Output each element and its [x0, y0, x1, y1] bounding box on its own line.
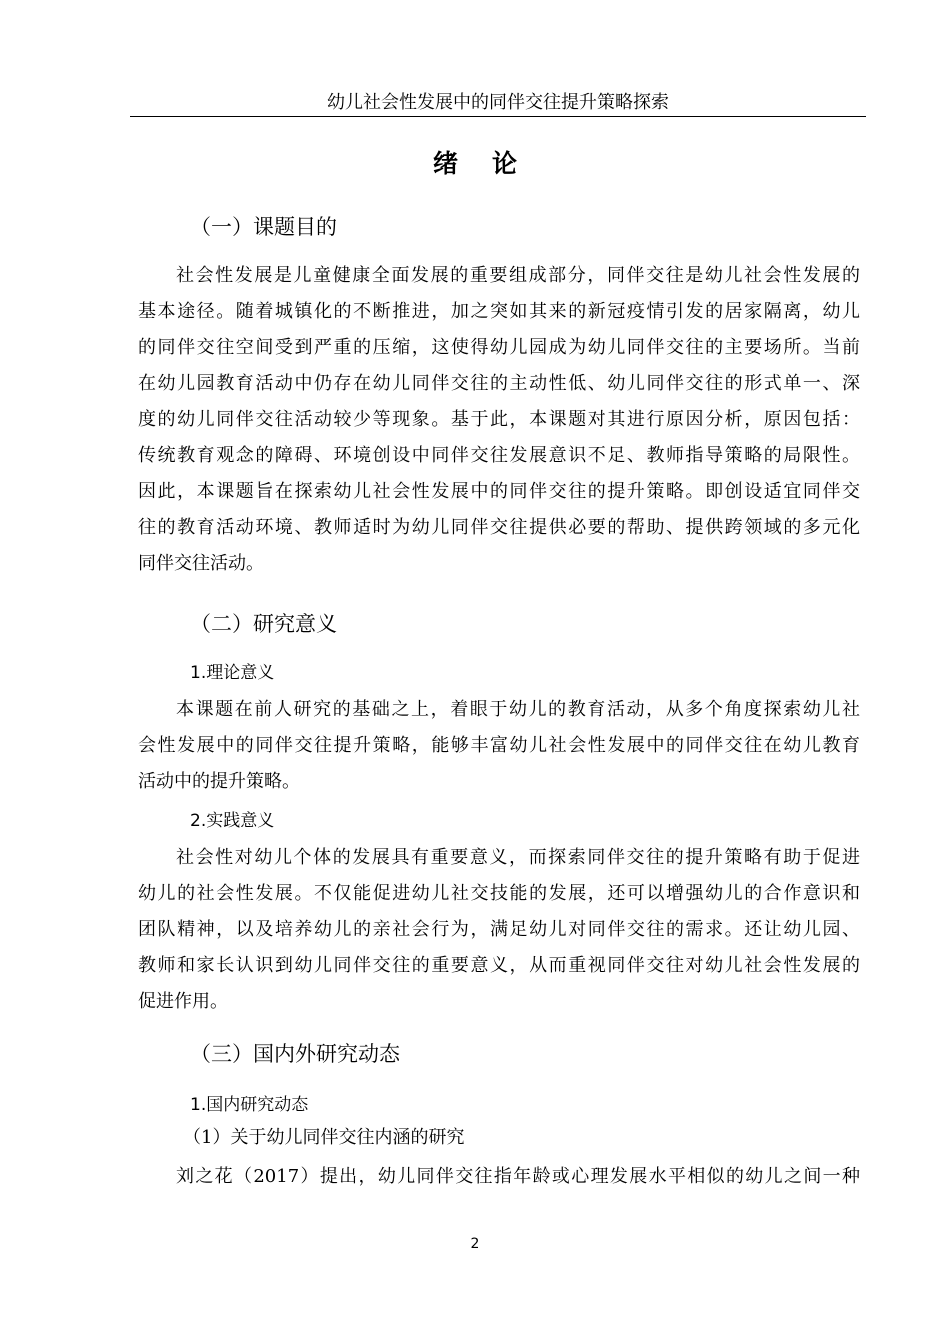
paragraph-purpose [138, 258, 860, 582]
list-item-heading: （1）关于幼儿同伴交往内涵的研究 [183, 1127, 465, 1148]
section-heading-purpose: （一）课题目的 [190, 215, 337, 239]
paragraph-line: 教师和家长认识到幼儿同伴交往的重要意义，从而重视同伴交往对幼儿社会性发展的 [138, 955, 860, 976]
subheading-practice: 2.实践意义 [190, 811, 275, 831]
paragraph-line: 度的幼儿同伴交往活动较少等现象。基于此，本课题对其进行原因分析，原因包括： [138, 409, 860, 430]
paragraph-line: 因此，本课题旨在探索幼儿社会性发展中的同伴交往的提升策略。即创设适宜同伴交 [138, 481, 860, 502]
paragraph-line: 社会性发展是儿童健康全面发展的重要组成部分，同伴交往是幼儿社会性发展的 [176, 265, 860, 286]
paragraph-theory [138, 692, 860, 800]
paragraph-line: 传统教育观念的障碍、环境创设中同伴交往发展意识不足、教师指导策略的局限性。 [138, 445, 860, 466]
paragraph-practice [138, 840, 860, 1020]
paragraph-line: 的同伴交往空间受到严重的压缩，这使得幼儿园成为幼儿同伴交往的主要场所。当前 [138, 337, 860, 358]
subheading-domestic: 1.国内研究动态 [190, 1095, 309, 1115]
paragraph-line: 在幼儿园教育活动中仍存在幼儿同伴交往的主动性低、幼儿同伴交往的形式单一、深 [138, 373, 860, 394]
paragraph-line: 会性发展中的同伴交往提升策略，能够丰富幼儿社会性发展中的同伴交往在幼儿教育 [138, 735, 860, 756]
page-number: 2 [470, 1236, 480, 1252]
paragraph-line: 活动中的提升策略。 [138, 771, 300, 792]
paragraph-domestic [138, 1159, 860, 1195]
page-title: 绪论 [432, 149, 551, 178]
section-heading-significance: （二）研究意义 [190, 612, 337, 636]
paragraph-line: 同伴交往活动。 [138, 553, 264, 574]
section-heading-research-trends: （三）国内外研究动态 [190, 1042, 400, 1066]
paragraph-line: 往的教育活动环境、教师适时为幼儿同伴交往提供必要的帮助、提供跨领域的多元化 [138, 517, 860, 538]
running-header: 幼儿社会性发展中的同伴交往提升策略探索 [130, 90, 866, 117]
paragraph-line: 基本途径。随着城镇化的不断推进，加之突如其来的新冠疫情引发的居家隔离，幼儿 [138, 301, 860, 322]
subheading-theory: 1.理论意义 [190, 663, 275, 683]
paragraph-line: 促进作用。 [138, 991, 228, 1012]
paragraph-line: 社会性对幼儿个体的发展具有重要意义，而探索同伴交往的提升策略有助于促进 [176, 847, 860, 868]
paragraph-line: 团队精神，以及培养幼儿的亲社会行为，满足幼儿对同伴交往的需求。还让幼儿园、 [138, 919, 860, 940]
paragraph-line: 幼儿的社会性发展。不仅能促进幼儿社交技能的发展，还可以增强幼儿的合作意识和 [138, 883, 860, 904]
paragraph-line: 刘之花（2017）提出，幼儿同伴交往指年龄或心理发展水平相似的幼儿之间一种 [176, 1166, 860, 1187]
paragraph-line: 本课题在前人研究的基础之上，着眼于幼儿的教育活动，从多个角度探索幼儿社 [176, 699, 860, 720]
